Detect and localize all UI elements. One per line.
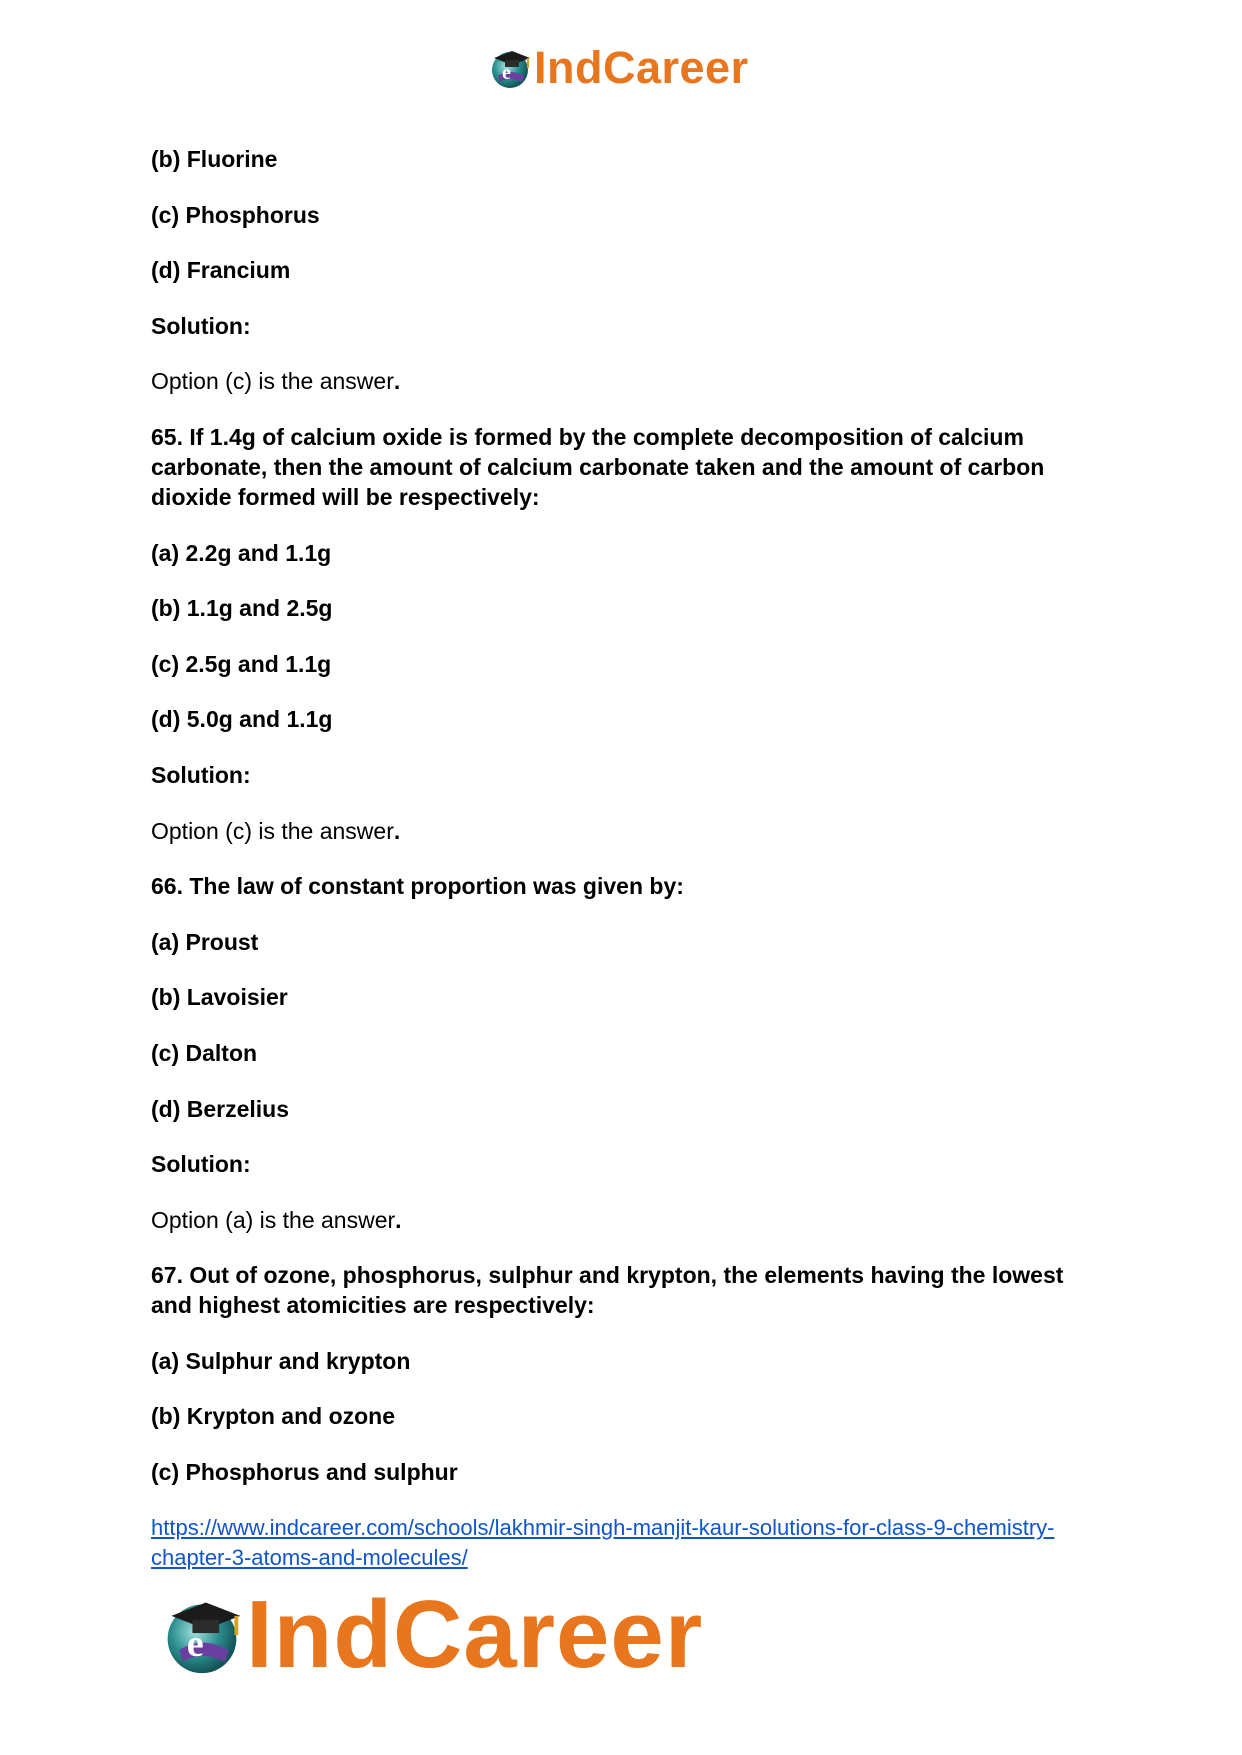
header-logo <box>488 42 749 94</box>
document-body <box>151 144 1091 1513</box>
solution-heading: Solution: <box>151 1151 251 1178</box>
answer-period: . <box>393 817 401 844</box>
option-line: (c) Dalton <box>151 1039 258 1066</box>
answer-text: Option (a) is the answer <box>151 1206 396 1233</box>
option-line: (d) Berzelius <box>151 1095 290 1122</box>
option-line: (d) Francium <box>151 257 291 284</box>
question-line: 66. The law of constant proportion was given by: <box>151 873 684 900</box>
svg-text:e: e <box>186 1623 204 1665</box>
question-line: 65. If 1.4g of calcium oxide is formed by the complete decomposition of calcium carbonate, then the amount of calcium carbonate taken and the amount of carbon dioxide formed will be respectively: <box>151 423 1045 510</box>
answer-line <box>151 816 1091 846</box>
solution-heading: Solution: <box>151 312 251 339</box>
question-line: 67. Out of ozone, phosphorus, sulphur and krypton, the elements having the lowest and highest atomicities are respectively: <box>151 1262 1064 1319</box>
answer-line <box>151 366 1091 396</box>
source-link[interactable]: https://www.indcareer.com/schools/lakhmir-singh-manjit-kaur-solutions-for-class-9-chemistry-chapter-3-atoms-and-molecules/ <box>151 1515 1055 1570</box>
option-line: (c) 2.5g and 1.1g <box>151 650 332 677</box>
header-logo-text: IndCareer <box>534 42 749 93</box>
option-line: (c) Phosphorus and sulphur <box>151 1459 458 1486</box>
option-line: (b) Fluorine <box>151 146 278 172</box>
answer-period: . <box>395 1206 402 1233</box>
footer-logo <box>160 1581 704 1688</box>
option-line: (b) Krypton and ozone <box>151 1403 396 1430</box>
graduation-cap-icon <box>160 1593 244 1677</box>
answer-period: . <box>393 368 401 395</box>
option-line: (a) 2.2g and 1.1g <box>151 539 332 566</box>
option-line: (d) 5.0g and 1.1g <box>151 706 333 733</box>
answer-line <box>151 1205 1091 1235</box>
answer-text: Option (c) is the answer <box>151 817 394 844</box>
option-line: (c) Phosphorus <box>151 201 320 228</box>
option-line: (b) Lavoisier <box>151 984 288 1011</box>
answer-text: Option (c) is the answer <box>151 368 394 395</box>
option-line: (a) Sulphur and krypton <box>151 1347 411 1374</box>
svg-text:e: e <box>502 62 511 84</box>
footer-logo-text: IndCareer <box>246 1581 704 1688</box>
solution-heading: Solution: <box>151 761 251 788</box>
graduation-cap-icon <box>488 46 532 90</box>
option-line: (a) Proust <box>151 928 259 955</box>
option-line: (b) 1.1g and 2.5g <box>151 595 333 622</box>
